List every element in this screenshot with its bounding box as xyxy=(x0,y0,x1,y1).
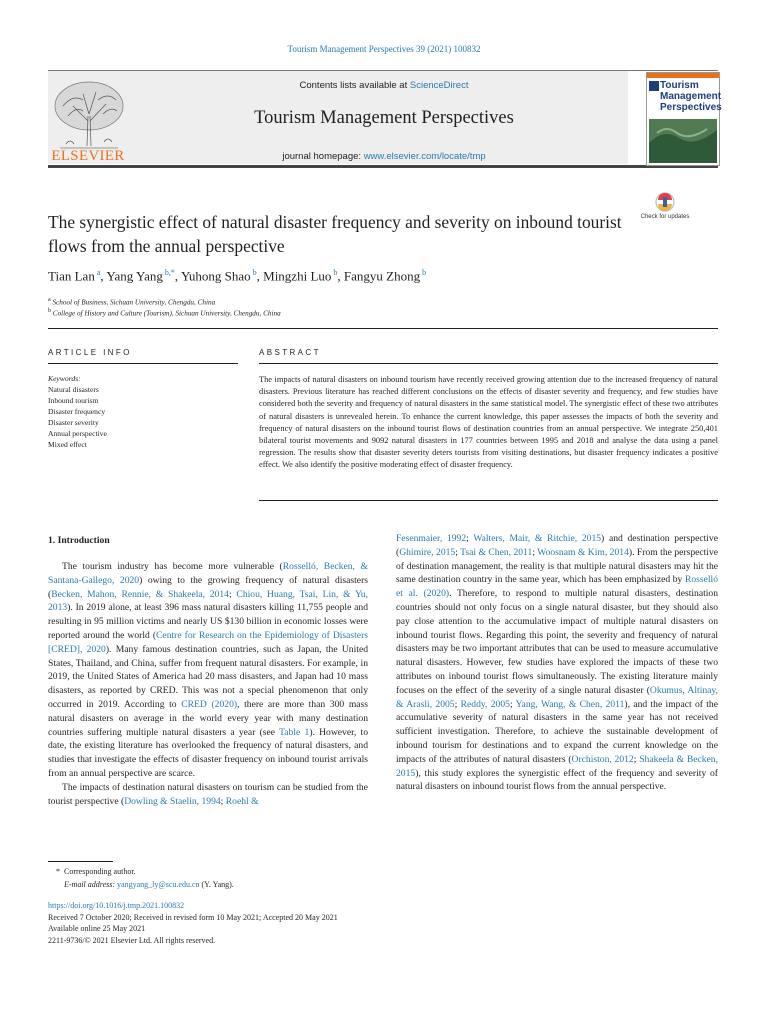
author-name[interactable]: Yuhong Shao xyxy=(180,268,251,284)
citation-link[interactable]: Yang, Wang, & Chen, 2011 xyxy=(515,698,625,710)
divider-rule xyxy=(48,328,718,329)
footnote-rule xyxy=(48,861,113,862)
introduction-heading: 1. Introduction xyxy=(48,535,110,546)
author-name[interactable]: Mingzhi Luo xyxy=(263,268,332,284)
abstract-bottom-rule xyxy=(259,500,718,501)
author-affiliation-mark[interactable]: b xyxy=(250,268,257,277)
citation-link[interactable]: Okumus, Altinay, & Arasli, 2005 xyxy=(396,684,718,710)
crossmark-icon[interactable] xyxy=(650,192,680,232)
keywords-label: Keywords: xyxy=(48,374,81,383)
citation-link[interactable]: Becken, Mahon, Rennie, & Shakeela, 2014 xyxy=(51,588,229,600)
keyword: Disaster frequency xyxy=(48,407,106,416)
author-list: Tian Lan $^a$, Yang Yang $^{b,*}$, Yuhong Shao $^b$, Mingzhi Luo $^b$, Fangyu Zhong $^b$ xyxy=(48,268,427,284)
citation-link[interactable]: Chiou, Huang, Tsai, Lin, & Yu, 2013 xyxy=(48,588,368,614)
author-affiliation-mark[interactable]: a xyxy=(94,268,101,277)
body-column-right xyxy=(396,532,718,794)
journal-homepage-link[interactable]: www.elsevier.com/locate/tmp xyxy=(363,151,486,162)
citation-link[interactable]: Tsai & Chen, 2011 xyxy=(460,546,533,558)
citation-link[interactable]: CRED (2020) xyxy=(181,698,238,710)
corresponding-author-note: * Corresponding author. xyxy=(56,867,136,876)
sciencedirect-link[interactable]: ScienceDirect xyxy=(409,80,469,91)
abstract-text: The impacts of natural disasters on inbound tourism have recently received growing attention due to the increased frequency of natural disasters. Previous literature has reached different conclusions on the effects of disaster severity and frequency, and few studies have considered both the severity and frequency of natural disasters in the same statistical model. The synergistic effect of these two attributes of natural disasters is unrevealed herein. To enhance the current knowledge, this paper assesses the impacts of both the severity and frequency of natural disasters on the inbound tourist flows of destination countries from an annual perspective. We integrate 250,401 bilateral tourist movements and 9092 natural disasters in 177 countries between 1995 and 2018 and analyse the data using a panel regression. The results show that disaster severity deters tourists from visiting destinations, but disaster frequency indicates a positive effect. We also identify the positive moderating effect of disaster frequency. xyxy=(259,375,718,470)
keyword: Natural disasters xyxy=(48,385,99,394)
citation-link[interactable]: Dowling & Staelin, 1994 xyxy=(124,795,221,807)
email-note: E-mail address: yangyang_ly@scu.edu.cn (Y. Yang). xyxy=(64,880,234,889)
citation-link[interactable]: Ghimire, 2015 xyxy=(399,546,456,558)
citation-link[interactable]: Reddy, 2005 xyxy=(460,698,510,710)
citation-link[interactable]: Walters, Mair, & Ritchie, 2015 xyxy=(473,533,602,544)
contents-lists-line: Contents lists available at ScienceDirect xyxy=(299,80,469,91)
author-affiliation-mark[interactable]: b,* xyxy=(162,268,175,277)
article-info-heading: ARTICLE INFO xyxy=(48,348,132,357)
abstract-heading: ABSTRACT xyxy=(259,348,321,357)
keyword: Annual perspective xyxy=(48,429,107,438)
citation-link[interactable]: Rosselló, Becken, & Santana-Gallego, 2020 xyxy=(48,561,369,586)
intro-paragraph-2-continued: Fesenmaier, 1992; Walters, Mair, & Ritchie, 2015) and destination perspective (Ghimire, 2015; Tsai & Chen, 2011; Woosnam & Kim, 2014). From the perspective of destination management, the reality is that multiple natural disasters may hit the same destination country in the same year, which has been emphasized by Rosselló et al. (2020). Therefore, to respond to multiple natural disasters, destination countries should not only focus on a single natural disaster, but they should also pay close attention to the accumulative impact of multiple natural disasters on inbound tourist flows. Regarding this point, the severity and frequency of natural disasters may be two important attributes that can be used to measure accumulative natural disasters. However, few studies have explored the impacts of these two attributes on inbound tourist flows simultaneously. The existing literature mainly focuses on the effect of the severity of a single natural disaster (Okumus, Altinay, & Arasli, 2005; Reddy, 2005; Yang, Wang, & Chen, 2011), and the impact of the accumulative severity of natural disasters in the same year has not received sufficient investigation. Therefore, to achieve the sustainable development of inbound tourism for destinations and to expand the current knowledge on the impacts of the attributes of natural disasters (Orchiston, 2012; Shakeela & Becken, 2015), this study explores the synergistic effect of the frequency and severity of natural disasters on inbound tourist flows from the annual perspective. xyxy=(396,533,719,793)
author-name[interactable]: Tian Lan xyxy=(48,268,95,284)
article-info-rule xyxy=(48,363,238,364)
citation-link[interactable]: Fesenmaier, 1992 xyxy=(396,533,467,544)
citation-link[interactable]: Centre for Research on the Epidemiology of Disasters [CRED], 2020 xyxy=(48,629,368,655)
author-affiliation-mark[interactable]: b xyxy=(331,268,338,277)
journal-cover-title: Tourism Management Perspectives xyxy=(660,80,722,113)
keyword: Inbound tourism xyxy=(48,396,99,405)
header-bottom-rule xyxy=(48,165,718,168)
author-name[interactable]: Yang Yang xyxy=(106,268,163,284)
keywords-block xyxy=(48,373,238,450)
citation-link[interactable]: Orchiston, 2012 xyxy=(571,753,634,765)
citation-link[interactable]: Rosselló et al. (2020) xyxy=(396,574,718,600)
citation-link[interactable]: Roehl & xyxy=(225,795,259,807)
keyword: Mixed effect xyxy=(48,440,87,449)
citation-link[interactable]: Woosnam & Kim, 2014 xyxy=(537,546,629,558)
received-dates: Received 7 October 2020; Received in revised form 10 May 2021; Accepted 20 May 2021 xyxy=(48,913,338,922)
author-name[interactable]: Fangyu Zhong xyxy=(343,268,421,284)
copyright: 2211-9736/© 2021 Elsevier Ltd. All rights reserved. xyxy=(48,936,216,945)
elsevier-wordmark: ELSEVIER xyxy=(51,148,125,164)
doi-link[interactable]: https://doi.org/10.1016/j.tmp.2021.100832 xyxy=(48,901,185,910)
affiliation-b: $^b$ College of History and Culture (Tourism), Sichuan University, Chengdu, China xyxy=(48,308,281,318)
citation-link[interactable]: Table 1 xyxy=(279,726,310,738)
intro-paragraph-1: The tourism industry has become more vulnerable (Rosselló, Becken, & Santana-Gallego, 2020) owing to the growing frequency of natural disasters (Becken, Mahon, Rennie, & Shakeela, 2014; Chiou, Huang, Tsai, Lin, & Yu, 2013). In 2019 alone, at least 396 mass natural disasters killing 11,755 people and resulting in 95 million victims and nearly US $130 billion in economic losses were reported around the world (Centre for Research on the Epidemiology of Disasters [CRED], 2020). Many famous destination countries, such as Japan, the United States, Thailand, and China, suffer from frequent natural disasters. For example, in 2019, the United States of America had 20 mass disasters, and Japan had 10 mass disasters, as reported by CRED. This was not a special phenomenon that only occurred in 2019. According to CRED (2020), there are more than 300 mass natural disasters on average in the world every year with many destination countries suffering multiple natural disasters a year (see Table 1). However, to date, the existing literature has overlooked the frequency of natural disasters, and studies that investigate the effects of disaster frequency on inbound tourist arrivals from an annual perspective are scarce. xyxy=(48,561,369,779)
journal-citation-link[interactable]: Tourism Management Perspectives 39 (2021) 100832 xyxy=(287,44,481,54)
body-column-left xyxy=(48,560,368,808)
article-title: The synergistic effect of natural disaster frequency and severity on inbound tourist flows from the annual perspective xyxy=(48,212,622,256)
available-online: Available online 25 May 2021 xyxy=(48,924,146,933)
journal-homepage-line: journal homepage: www.elsevier.com/locate/tmp xyxy=(282,151,486,162)
abstract-rule xyxy=(259,363,718,364)
check-for-updates-label[interactable]: Check for updates xyxy=(640,214,690,220)
intro-paragraph-2: The impacts of destination natural disasters on tourism can be studied from the tourist perspective (Dowling & Staelin, 1994; Roehl & xyxy=(48,781,368,807)
author-affiliation-mark[interactable]: b xyxy=(420,268,427,277)
affiliation-a: $^a$ School of Business, Sichuan University, Chengdu, China xyxy=(48,297,216,307)
journal-title: Tourism Management Perspectives xyxy=(254,108,514,128)
keyword: Disaster severity xyxy=(48,418,99,427)
email-link[interactable]: yangyang_ly@scu.edu.cn xyxy=(117,880,200,889)
citation-link[interactable]: Shakeela & Becken, 2015 xyxy=(396,753,718,779)
